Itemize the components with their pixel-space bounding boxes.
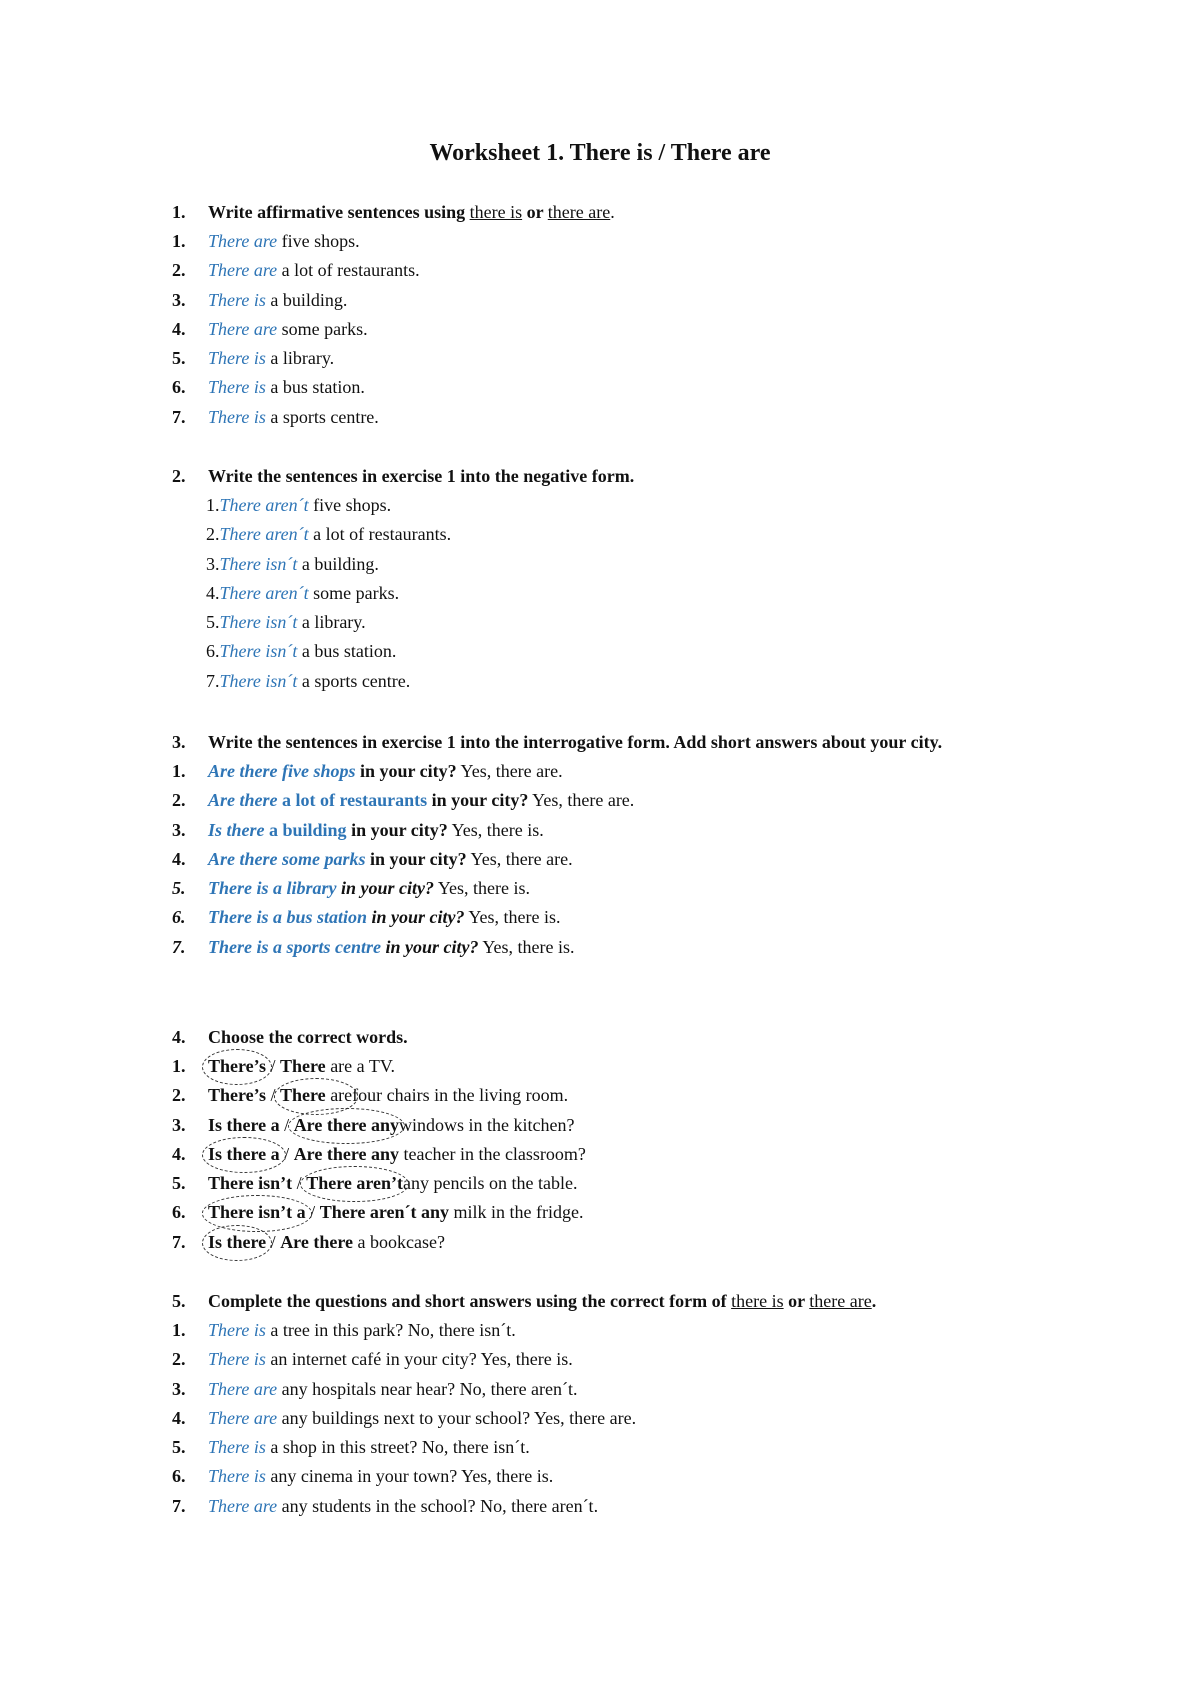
answer-text: There are [208, 1407, 278, 1428]
item-number: 3. [172, 1378, 186, 1399]
item-number: 5. [172, 878, 186, 899]
question-text: in your city? [336, 878, 434, 899]
answer-text: a lot of restaurants [277, 790, 428, 811]
option-circled: Are there any [294, 1111, 399, 1140]
list-item [172, 1081, 1052, 1110]
exercise-1 [172, 198, 1052, 432]
item-number: 1. [172, 231, 186, 251]
sentence-text: a building. [265, 289, 348, 310]
instruction-text: Choose the correct words. [208, 1027, 408, 1047]
exercise-3-heading [172, 728, 1032, 757]
list-item [172, 757, 1032, 786]
list-item [172, 344, 1052, 373]
list-item [172, 608, 1052, 637]
sentence-text: a bus station. [297, 641, 397, 662]
item-number: 5. [206, 612, 220, 633]
list-item [172, 903, 1032, 932]
list-item [172, 786, 1032, 815]
sentence-text: any cinema in your town? Yes, there is. [265, 1466, 554, 1487]
separator: / [292, 1173, 307, 1194]
answer-text: There aren´t [219, 495, 309, 515]
answer-text: There is a bus station [208, 907, 368, 928]
exercise-5-list [172, 1316, 1012, 1521]
answer-text: There is [208, 1466, 266, 1487]
answer-text: There are [208, 1495, 278, 1516]
item-number: 2. [172, 790, 186, 811]
exercise-number: 4. [172, 1027, 186, 1047]
short-answer: Yes, there are. [528, 790, 635, 811]
sentence-text: a sports centre. [265, 406, 379, 427]
item-number: 4. [172, 848, 186, 869]
option-circled: There’s [208, 1052, 266, 1081]
list-item [172, 227, 1052, 256]
item-number: 5. [172, 348, 186, 369]
option-text: Are there any [293, 1143, 399, 1164]
item-number: 2. [172, 1085, 186, 1106]
exercise-2-heading [172, 462, 1052, 491]
item-number: 3. [172, 819, 186, 840]
list-item [172, 579, 1052, 608]
question-text: in your city? [427, 790, 529, 811]
exercise-5-heading [172, 1287, 1012, 1316]
list-item [172, 1492, 1012, 1521]
question-text: in your city? [355, 761, 457, 781]
sentence-text: any students in the school? No, there aren´t. [277, 1495, 599, 1516]
separator: / [279, 1143, 294, 1164]
item-number: 3. [206, 553, 220, 574]
sentence-text: windows in the kitchen? [399, 1114, 575, 1135]
instruction-text: or [783, 1291, 810, 1311]
item-number: 2. [172, 1349, 186, 1370]
option-text: There isn’t [208, 1173, 293, 1194]
answer-text: There isn´t [219, 612, 298, 633]
item-number: 6. [206, 641, 220, 662]
list-item [172, 1433, 1012, 1462]
answer-text: There aren´t [219, 582, 309, 603]
option-circled: There aren’t [306, 1169, 403, 1198]
option-circled: Is there a [208, 1140, 280, 1169]
list-item [172, 874, 1032, 903]
list-item [172, 1140, 1052, 1169]
item-number: 6. [172, 1466, 186, 1487]
item-number: 3. [172, 1114, 186, 1135]
exercise-number: 5. [172, 1291, 186, 1311]
answer-text: There are [208, 318, 278, 339]
item-number: 1. [172, 761, 186, 781]
sentence-text: a shop in this street? No, there isn´t. [265, 1437, 530, 1458]
exercise-number: 1. [172, 202, 186, 222]
option-text: There’s [208, 1085, 266, 1106]
short-answer: Yes, there is. [478, 936, 575, 957]
exercise-number: 2. [172, 466, 186, 486]
exercise-1-list [172, 227, 1052, 432]
question-text: in your city? [365, 848, 467, 869]
sentence-text: five shops. [308, 495, 392, 515]
short-answer: Yes, there is. [464, 907, 561, 928]
item-number: 6. [172, 907, 186, 928]
option-there-is: there is [731, 1291, 784, 1311]
instruction-text: Write affirmative sentences using [208, 202, 470, 222]
answer-text: There isn´t [219, 641, 298, 662]
answer-text: There is [208, 406, 266, 427]
list-item [172, 1111, 1052, 1140]
item-number: 7. [172, 936, 186, 957]
page-title: Worksheet 1. There is / There are [429, 140, 771, 166]
sentence-text: an internet café in your city? Yes, there is. [265, 1349, 573, 1370]
sentence-text: any pencils on the table. [403, 1173, 578, 1194]
answer-text: There are [208, 231, 278, 251]
answer-text: Are there [208, 790, 278, 811]
option-text: There [280, 1056, 326, 1076]
list-item [172, 286, 1052, 315]
item-number: 6. [172, 1202, 186, 1223]
answer-text: There is [208, 289, 266, 310]
sentence-text: four chairs in the living room. [352, 1085, 569, 1106]
option-text: Are there [280, 1231, 353, 1252]
answer-text: There is [208, 1437, 266, 1458]
short-answer: Yes, there are. [456, 761, 563, 781]
item-number: 4. [172, 1407, 186, 1428]
item-number: 2. [172, 260, 186, 281]
answer-text: There is [208, 348, 266, 369]
answer-text: There isn´t [219, 670, 298, 691]
answer-text: There is a sports centre [208, 936, 381, 957]
list-item [172, 1052, 1052, 1081]
list-item [172, 933, 1032, 962]
list-item [172, 1345, 1012, 1374]
exercise-number: 3. [172, 732, 186, 752]
answer-text: There isn´t [219, 553, 298, 574]
sentence-text: any hospitals near hear? No, there aren´t. [277, 1378, 578, 1399]
list-item [172, 1198, 1052, 1227]
answer-text: There is [208, 1349, 266, 1370]
sentence-text: milk in the fridge. [449, 1202, 584, 1223]
instruction-text: or [522, 202, 548, 222]
question-text: in your city? [346, 819, 448, 840]
sentence-text: five shops. [277, 231, 360, 251]
instruction-text: Complete the questions and short answers using the correct form of [208, 1291, 732, 1311]
item-number: 3. [172, 289, 186, 310]
list-item [172, 520, 1052, 549]
item-number: 7. [172, 1231, 186, 1252]
exercise-5 [172, 1287, 1012, 1521]
question-text: in your city? [381, 936, 479, 957]
sentence-text: a library. [297, 612, 366, 633]
list-item [172, 256, 1052, 285]
list-item [172, 637, 1052, 666]
list-item [172, 1462, 1012, 1491]
exercise-4-heading [172, 1023, 1052, 1052]
separator: / [266, 1231, 281, 1252]
list-item [172, 1228, 1052, 1257]
answer-text: There is [208, 1320, 266, 1340]
item-number: 1. [172, 1320, 186, 1340]
separator: / [266, 1056, 281, 1076]
item-number: 7. [206, 670, 220, 691]
sentence-text: teacher in the classroom? [399, 1143, 586, 1164]
item-number: 4. [172, 1143, 186, 1164]
sentence-text: a sports centre. [297, 670, 411, 691]
question-text: in your city? [367, 907, 465, 928]
option-circled: There isn’t a [208, 1198, 306, 1227]
sentence-text: a building. [297, 553, 379, 574]
sentence-text: a library. [265, 348, 335, 369]
item-number: 7. [172, 1495, 186, 1516]
option-there-are: there are [809, 1291, 872, 1311]
exercise-3 [172, 728, 1032, 962]
list-item [172, 845, 1032, 874]
answer-text: Is there [208, 819, 265, 840]
option-circled: Is there [208, 1228, 266, 1257]
list-item [172, 315, 1052, 344]
item-number: 5. [172, 1173, 186, 1194]
exercise-4-list [172, 1052, 1052, 1257]
sentence-text: some parks. [308, 582, 400, 603]
list-item [172, 491, 1052, 520]
option-there-are: there are [547, 202, 611, 222]
item-number: 4. [206, 582, 220, 603]
separator: / [266, 1085, 281, 1106]
exercise-4 [172, 1023, 1052, 1257]
answer-text: Are there some parks [208, 848, 366, 869]
sentence-text: a lot of restaurants. [308, 524, 452, 545]
sentence-text: a tree in this park? No, there isn´t. [265, 1320, 516, 1340]
item-number: 6. [172, 377, 186, 398]
answer-text: a building [264, 819, 347, 840]
option-there-is: there is [469, 202, 523, 222]
item-number: 5. [172, 1437, 186, 1458]
list-item [172, 403, 1052, 432]
sentence-text: some parks. [277, 318, 368, 339]
answer-text: Are there five shops [208, 761, 356, 781]
answer-text: There aren´t [219, 524, 309, 545]
short-answer: Yes, there are. [466, 848, 573, 869]
instruction-text: . [610, 202, 615, 222]
separator: / [305, 1202, 320, 1223]
item-number: 4. [172, 318, 186, 339]
list-item [172, 1404, 1012, 1433]
option-text: There aren´t any [319, 1202, 450, 1223]
instruction-text: Write the sentences in exercise 1 into the negative form. [208, 466, 635, 486]
answer-text: There is [208, 377, 266, 398]
item-number: 2. [206, 524, 220, 545]
sentence-text: are a TV. [325, 1056, 395, 1076]
list-item [172, 816, 1032, 845]
short-answer: Yes, there is. [447, 819, 544, 840]
exercise-3-list [172, 757, 1032, 962]
list-item [172, 550, 1052, 579]
list-item [172, 1316, 1012, 1345]
sentence-text: a lot of restaurants. [277, 260, 420, 281]
answer-text: There are [208, 1378, 278, 1399]
option-text: Is there a [208, 1114, 280, 1135]
exercise-2-list [172, 491, 1052, 696]
sentence-text: a bus station. [265, 377, 365, 398]
item-number: 7. [172, 406, 186, 427]
list-item [172, 1375, 1012, 1404]
item-number: 1. [206, 495, 220, 515]
option-circled: There are [280, 1081, 352, 1110]
instruction-text: Write the sentences in exercise 1 into the interrogative form. Add short answers about your city. [208, 732, 943, 752]
item-number: 1. [172, 1056, 186, 1076]
exercise-1-heading [172, 198, 1052, 227]
answer-text: There are [208, 260, 278, 281]
instruction-text: . [871, 1291, 877, 1311]
sentence-text: any buildings next to your school? Yes, there are. [277, 1407, 637, 1428]
list-item [172, 667, 1052, 696]
answer-text: There is a library [208, 878, 337, 899]
exercise-2 [172, 462, 1052, 696]
sentence-text: a bookcase? [353, 1231, 445, 1252]
separator: / [279, 1114, 294, 1135]
list-item [172, 373, 1052, 402]
short-answer: Yes, there is. [434, 878, 531, 899]
list-item [172, 1169, 1052, 1198]
